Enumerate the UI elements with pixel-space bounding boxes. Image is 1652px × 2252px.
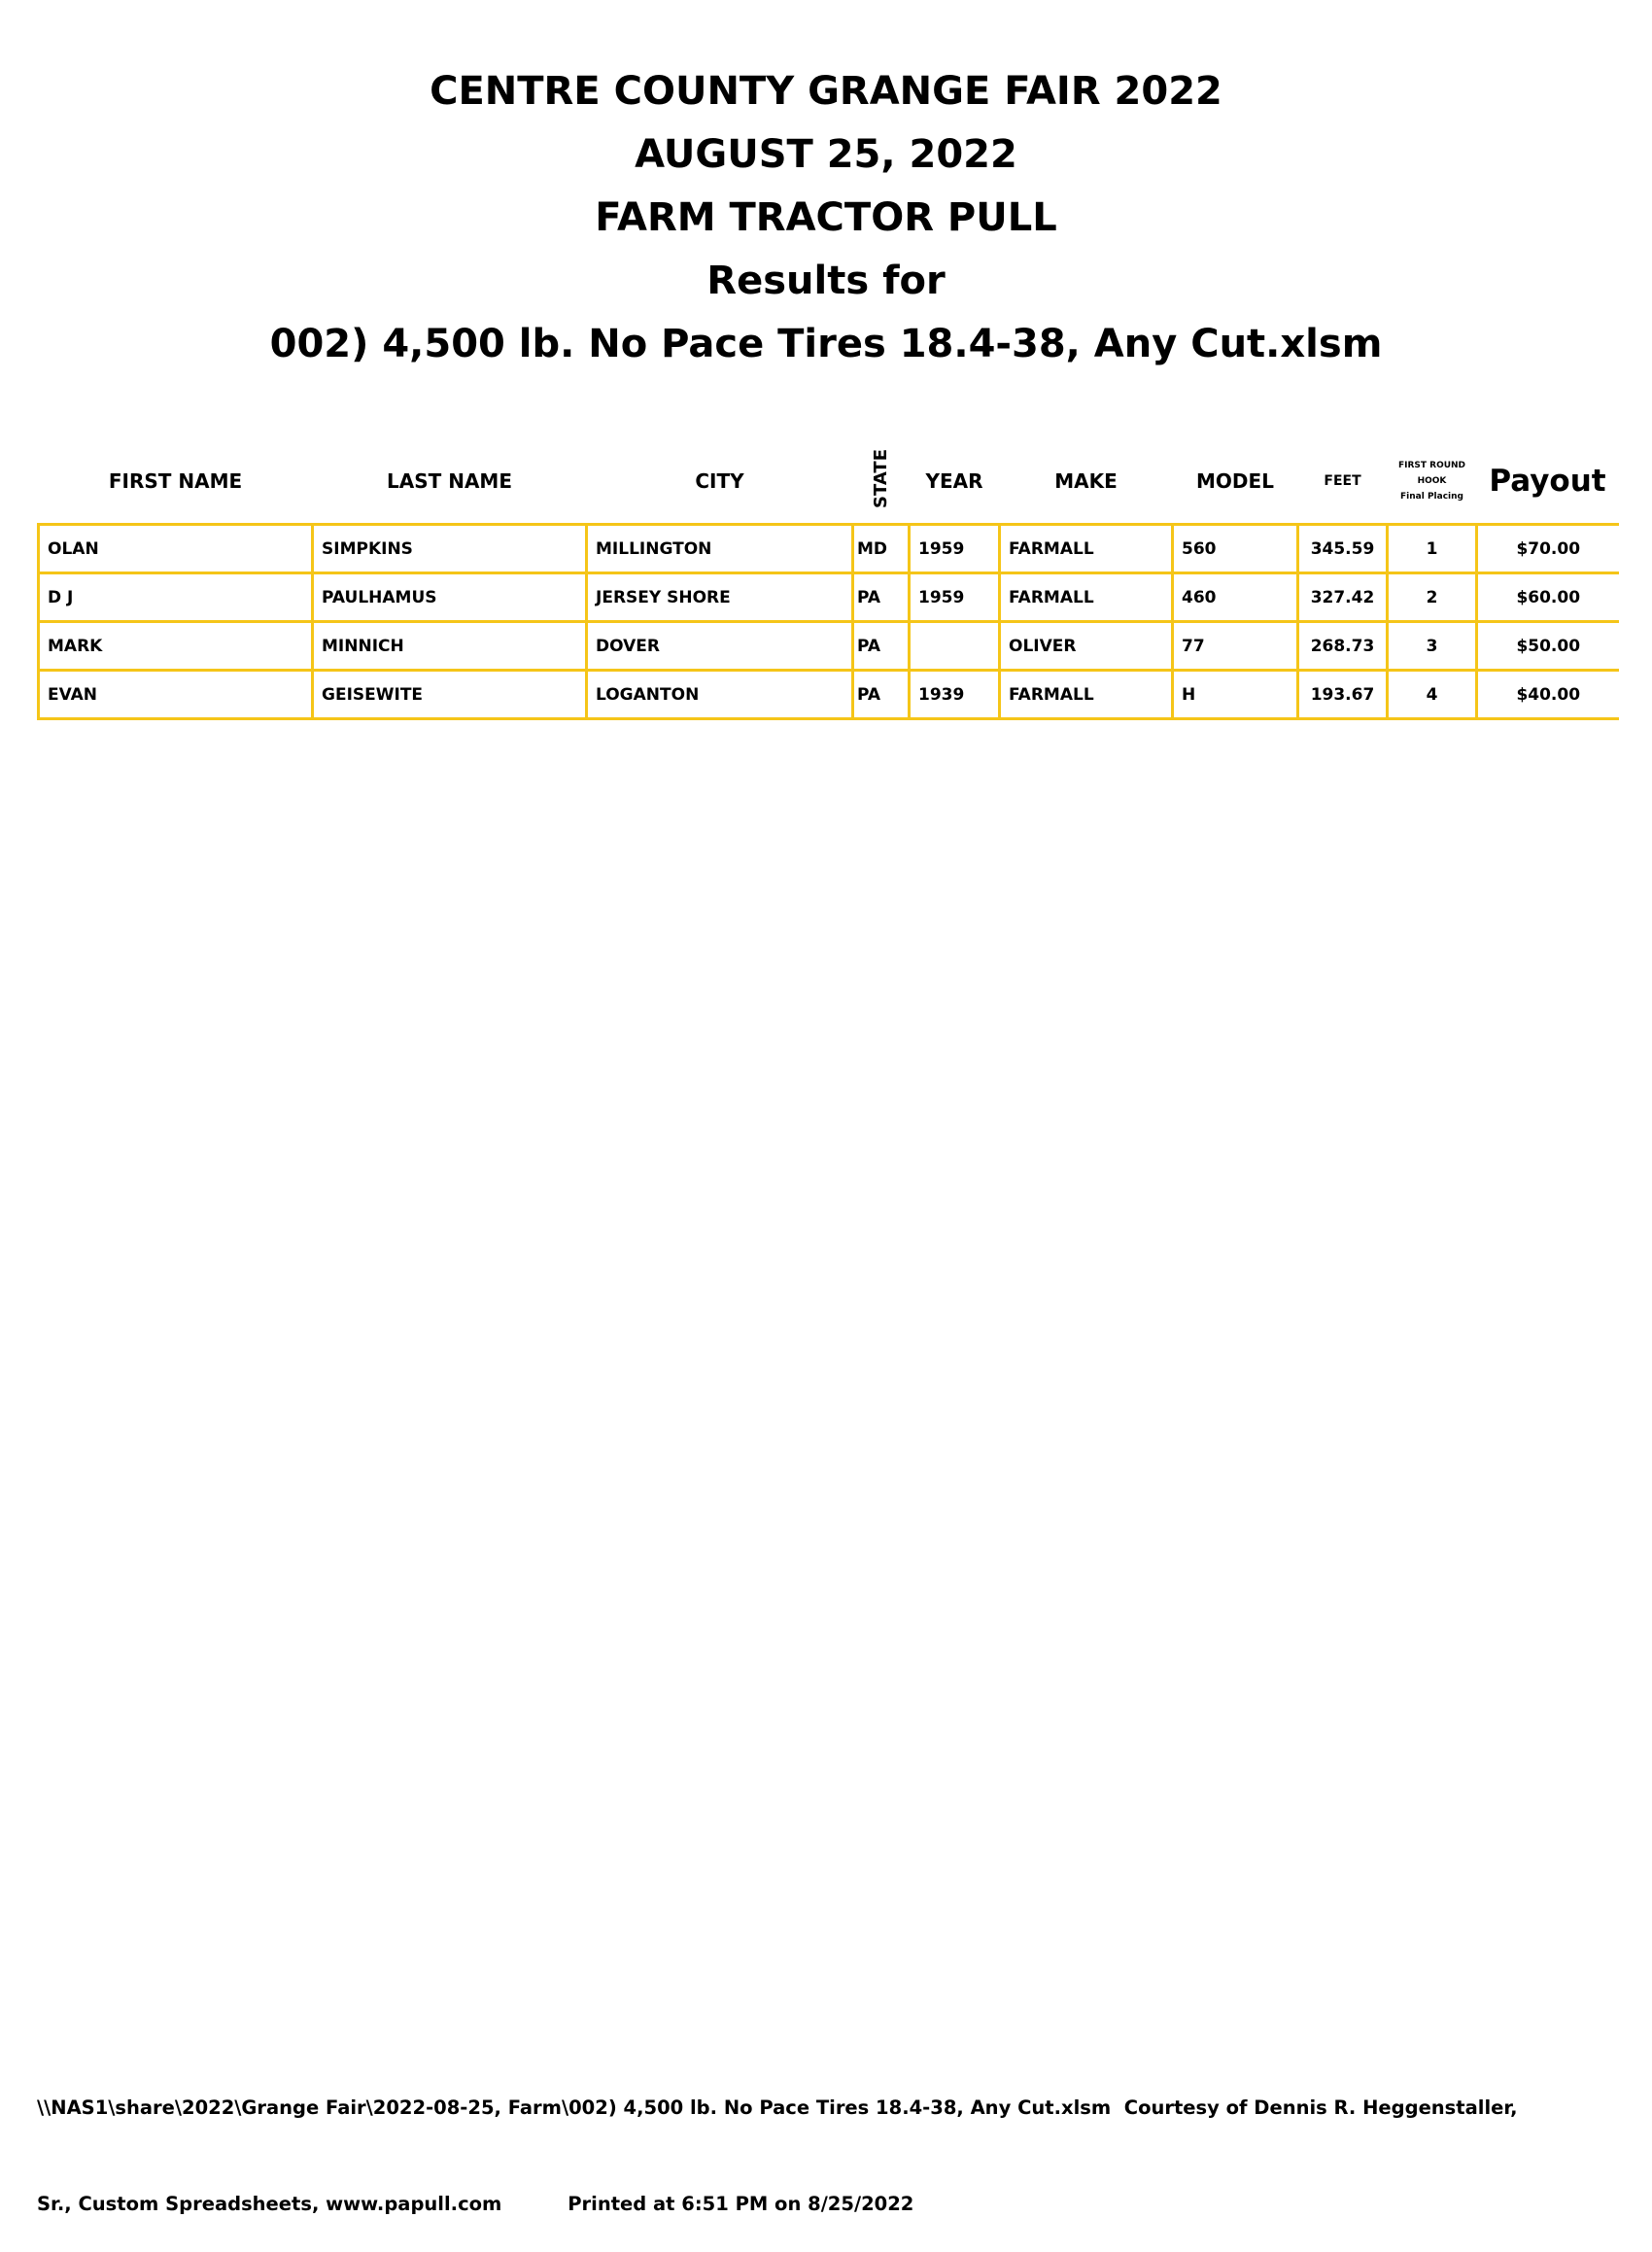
cell-make: FARMALL xyxy=(1000,573,1173,622)
cell-last-name: SIMPKINS xyxy=(313,525,587,573)
cell-first-name: MARK xyxy=(39,622,313,671)
col-hook-line2: HOOK xyxy=(1417,476,1447,486)
cell-place: 2 xyxy=(1388,573,1477,622)
col-model: MODEL xyxy=(1196,469,1274,493)
cell-state: PA xyxy=(853,622,910,671)
cell-payout: $50.00 xyxy=(1477,622,1619,671)
cell-place: 4 xyxy=(1388,671,1477,719)
cell-year: 1939 xyxy=(910,671,1000,719)
cell-make: FARMALL xyxy=(1000,525,1173,573)
report-header xyxy=(0,60,1652,376)
cell-first-name: OLAN xyxy=(39,525,313,573)
cell-first-name: EVAN xyxy=(39,671,313,719)
col-year: YEAR xyxy=(925,469,983,493)
col-state-label: STATE xyxy=(870,449,891,508)
footer-file-path: \\NAS1\share\2022\Grange Fair\2022-08-25, Farm\002) 4,500 lb. No Pace Tires 18.4-38, Any Cut.xlsm Courtesy of Dennis R. Heggenstaller, xyxy=(37,2096,1518,2119)
cell-year: 1959 xyxy=(910,525,1000,573)
cell-last-name: GEISEWITE xyxy=(313,671,587,719)
cell-feet: 345.59 xyxy=(1298,525,1388,573)
event-name: FARM TRACTOR PULL xyxy=(595,195,1057,240)
class-name: 002) 4,500 lb. No Pace Tires 18.4-38, Any Cut.xlsm xyxy=(269,322,1383,366)
cell-city: DOVER xyxy=(587,622,853,671)
cell-feet: 268.73 xyxy=(1298,622,1388,671)
col-hook xyxy=(1388,439,1477,525)
cell-payout: $70.00 xyxy=(1477,525,1619,573)
col-state xyxy=(853,439,910,525)
results-for-label: Results for xyxy=(706,259,946,303)
cell-city: MILLINGTON xyxy=(587,525,853,573)
header-row xyxy=(39,439,1619,525)
cell-city: JERSEY SHORE xyxy=(587,573,853,622)
col-first-name: FIRST NAME xyxy=(108,469,243,493)
col-last-name: LAST NAME xyxy=(386,469,512,493)
col-make: MAKE xyxy=(1054,469,1118,493)
col-hook-line3: Final Placing xyxy=(1400,492,1463,502)
footer-credits: Sr., Custom Spreadsheets, www.papull.com Printed at 6:51 PM on 8/25/2022 xyxy=(37,2193,914,2215)
cell-state: MD xyxy=(853,525,910,573)
cell-state: PA xyxy=(853,573,910,622)
col-city: CITY xyxy=(695,469,744,493)
col-feet: FEET xyxy=(1324,473,1361,489)
table-row xyxy=(39,525,1619,573)
cell-make: FARMALL xyxy=(1000,671,1173,719)
col-payout: Payout xyxy=(1489,464,1606,499)
cell-feet: 327.42 xyxy=(1298,573,1388,622)
fair-title: CENTRE COUNTY GRANGE FAIR 2022 xyxy=(430,69,1222,114)
cell-place: 1 xyxy=(1388,525,1477,573)
page-footer xyxy=(37,2027,1621,2252)
cell-year: 1959 xyxy=(910,573,1000,622)
event-date: AUGUST 25, 2022 xyxy=(635,132,1017,177)
cell-state: PA xyxy=(853,671,910,719)
cell-feet: 193.67 xyxy=(1298,671,1388,719)
cell-last-name: PAULHAMUS xyxy=(313,573,587,622)
cell-last-name: MINNICH xyxy=(313,622,587,671)
cell-city: LOGANTON xyxy=(587,671,853,719)
cell-model: 560 xyxy=(1173,525,1298,573)
cell-payout: $60.00 xyxy=(1477,573,1619,622)
cell-place: 3 xyxy=(1388,622,1477,671)
cell-make: OLIVER xyxy=(1000,622,1173,671)
cell-year xyxy=(910,622,1000,671)
results-table xyxy=(37,439,1619,720)
cell-payout: $40.00 xyxy=(1477,671,1619,719)
col-hook-line1: FIRST ROUND xyxy=(1397,461,1466,470)
table-row xyxy=(39,671,1619,719)
cell-model: 77 xyxy=(1173,622,1298,671)
table-row xyxy=(39,622,1619,671)
cell-first-name: D J xyxy=(39,573,313,622)
cell-model: 460 xyxy=(1173,573,1298,622)
cell-model: H xyxy=(1173,671,1298,719)
table-row xyxy=(39,573,1619,622)
